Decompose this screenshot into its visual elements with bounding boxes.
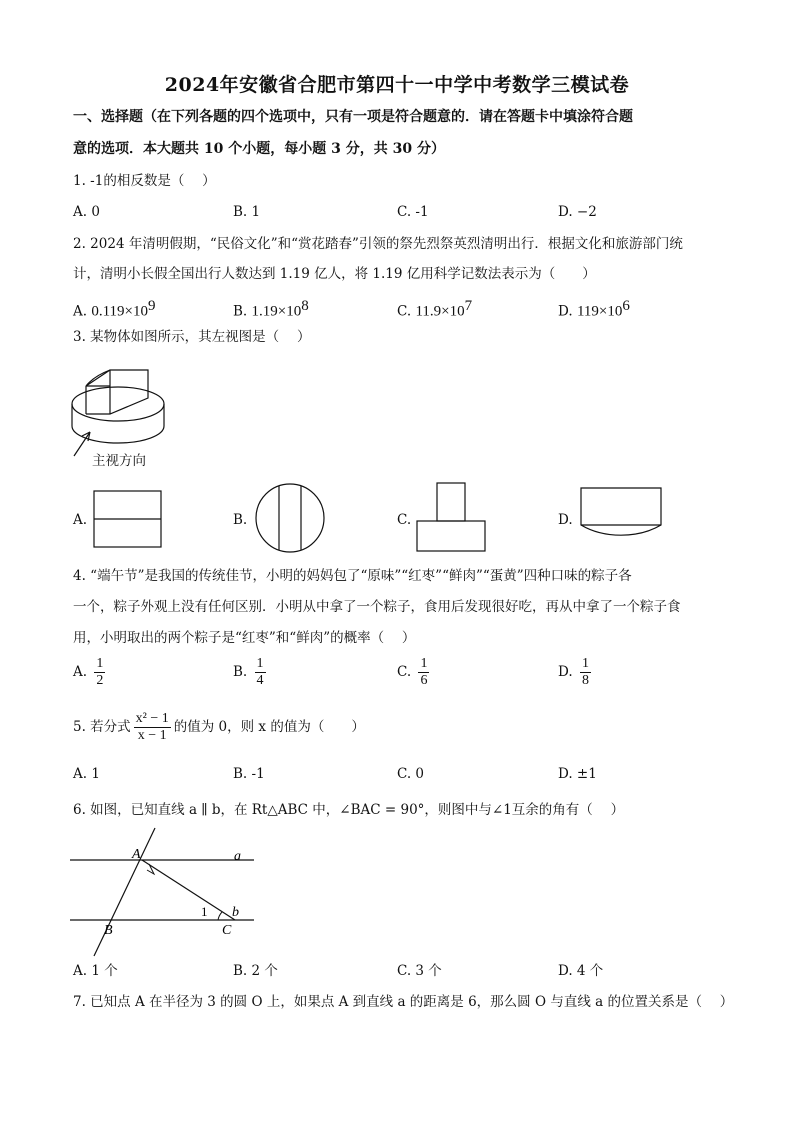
q6-label-angle-1: 1 bbox=[201, 904, 208, 919]
q1-option-b: B. 1 bbox=[233, 204, 261, 220]
question-4-text-line1: 4. “端午节”是我国的传统佳节，小明的妈妈包了“原味”“红枣”“鲜肉”“蛋黄”四种口味的粽子各 bbox=[73, 568, 632, 584]
q2-option-c: C. $11.9\times 10^7$ bbox=[397, 298, 473, 320]
q6-option-c: C. 3 个 bbox=[397, 963, 442, 979]
q3-solid-figure bbox=[64, 356, 174, 446]
q5-option-d: D. ±1 bbox=[558, 766, 597, 782]
q4-option-d: D. $\frac{1}{8}$ bbox=[558, 656, 589, 688]
question-2-text-line2: 计，清明小长假全国出行人数达到 1.19 亿人，将 1.19 亿用科学记数法表示为（ ） bbox=[73, 266, 596, 282]
q5-option-b: B. -1 bbox=[233, 766, 265, 782]
q5-option-a: A. 1 bbox=[73, 766, 100, 782]
section-heading-line1: 一、选择题（在下列各题的四个选项中，只有一项是符合题意的．请在答题卡中填涂符合题 bbox=[73, 109, 633, 125]
question-3-text: 3. 某物体如图所示，其左视图是（ ） bbox=[73, 329, 311, 345]
q1-option-a: A. 0 bbox=[73, 204, 100, 220]
q6-option-a: A. 1 个 bbox=[73, 963, 118, 979]
q3-option-d: D. bbox=[558, 512, 573, 528]
q2-option-a: A. $0.119\times 10^9$ bbox=[73, 298, 156, 320]
page-title: 2024年安徽省合肥市第四十一中学中考数学三模试卷 bbox=[164, 74, 630, 96]
q3-option-c-figure bbox=[416, 482, 488, 554]
q4-option-c: C. $\frac{1}{6}$ bbox=[397, 656, 428, 688]
section-heading-line2: 意的选项．本大题共 10 个小题，每小题 3 分，共 30 分） bbox=[73, 141, 445, 157]
q3-option-a: A. bbox=[73, 512, 88, 528]
q6-label-a-point: A bbox=[132, 847, 141, 862]
q4-option-a: A. $\frac{1}{2}$ bbox=[73, 656, 104, 688]
q6-label-line-b: b bbox=[232, 905, 239, 920]
q3-option-c: C. bbox=[397, 512, 412, 528]
q1-option-c: C. -1 bbox=[397, 204, 429, 220]
q5-option-c: C. 0 bbox=[397, 766, 425, 782]
q6-label-b-point: B bbox=[104, 923, 113, 938]
q2-option-b: B. $1.19\times 10^8$ bbox=[233, 298, 309, 320]
question-2-text-line1: 2. 2024 年清明假期，“民俗文化”和“赏花踏春”引领的祭先烈祭英烈清明出行．根据文化和旅游部门统 bbox=[73, 236, 683, 252]
q3-option-d-figure bbox=[580, 487, 664, 547]
q3-option-b-figure bbox=[254, 482, 326, 556]
question-1-text: 1. -1的相反数是（ ） bbox=[73, 173, 216, 189]
question-5-text: 5. 若分式 $\frac{\text{x² − 1}}{x - 1}$ 的值为 0，则 x 的值为（ ） bbox=[73, 711, 365, 743]
question-4-text-line2: 一个，粽子外观上没有任何区别．小明从中拿了一个粽子，食用后发现很好吃，再从中拿了一个粽子食 bbox=[73, 599, 681, 615]
question-7-text: 7. 已知点 A 在半径为 3 的圆 O 上，如果点 A 到直线 a 的距离是 6，那么圆 O 与直线 a 的位置关系是（ ） bbox=[73, 994, 734, 1010]
q2-option-d: D. $119\times 10^6$ bbox=[558, 298, 630, 320]
q6-label-c-point: C bbox=[222, 923, 232, 938]
q6-parallel-lines-figure bbox=[70, 828, 270, 958]
question-6-text: 6. 如图，已知直线 a ∥ b，在 Rt△ABC 中，∠BAC = 90°，则图中与∠1互余的角有（ ） bbox=[73, 802, 625, 818]
q1-option-d: D. −2 bbox=[558, 204, 597, 220]
q3-figure-caption: 主视方向 bbox=[92, 453, 146, 469]
q3-option-a-figure bbox=[93, 490, 163, 550]
question-4-text-line3: 用，小明取出的两个粽子是“红枣”和“鲜肉”的概率（ ） bbox=[73, 630, 416, 646]
q3-option-b: B. bbox=[233, 512, 248, 528]
q6-option-d: D. 4 个 bbox=[558, 963, 604, 979]
q6-option-b: B. 2 个 bbox=[233, 963, 278, 979]
q6-label-line-a: a bbox=[234, 849, 241, 864]
q4-option-b: B. $\frac{1}{4}$ bbox=[233, 656, 264, 688]
